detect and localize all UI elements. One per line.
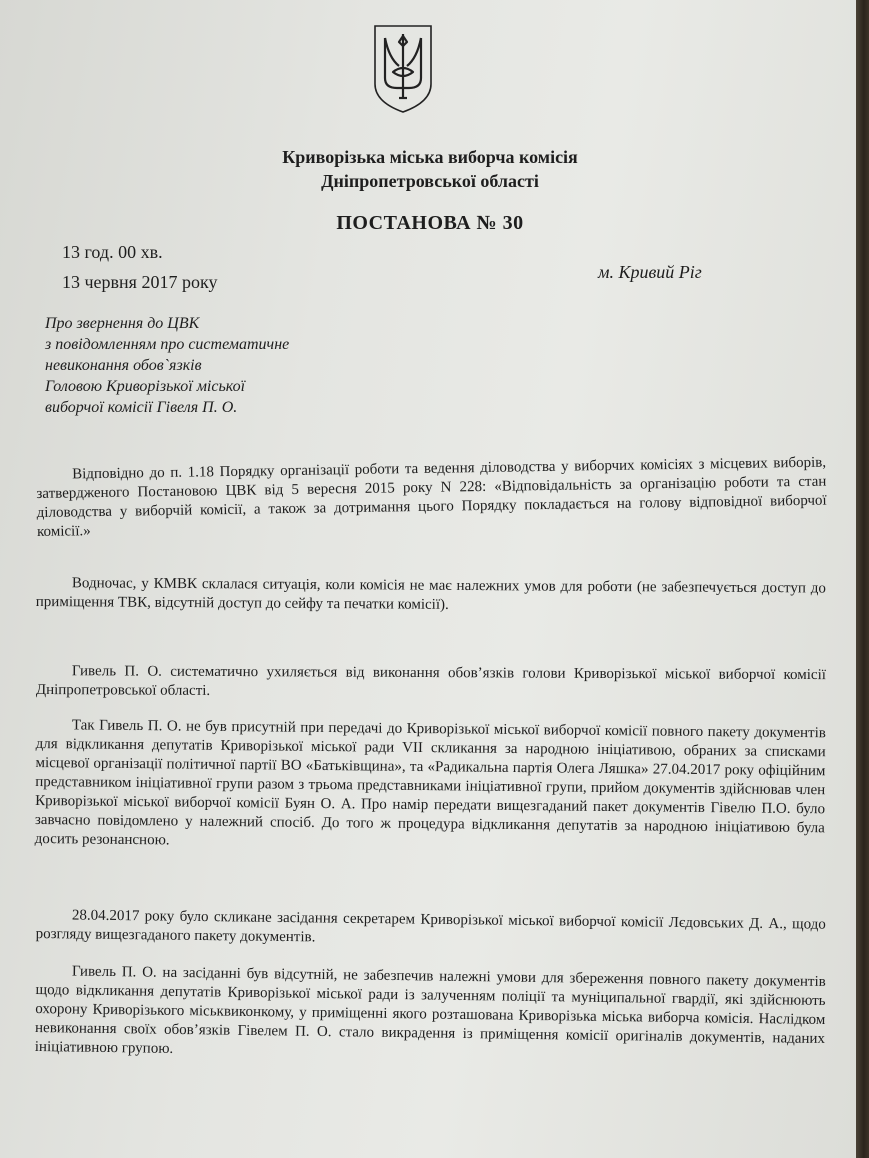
body-paragraph-3: Гивель П. О. систематично ухиляється від виконання обов’язків голови Криворізької міської виборчої комісії Дніпропетровської області.: [35, 663, 826, 699]
table-edge: [856, 0, 869, 1158]
document-title: ПОСТАНОВА № 30: [336, 212, 524, 234]
subject-line: з повідомленням про систематичне: [45, 336, 290, 353]
trident-coat-of-arms-icon: [371, 22, 435, 116]
body-paragraph-1: Відповідно до п. 1.18 Порядку організації роботи та ведення діловодства у виборчих комісіях з місцевих виборів, затвердженого Постановою ЦВК від 5 вересня 2015 року N 228: «Відповідальність за організацію роботи та стан діловодства у виборчій комісії, а також за дотримання цього Порядку покладається на голову відповідної виборчої комісії.»: [36, 454, 827, 540]
body-paragraph-4: Так Гивель П. О. не був присутній при передачі до Криворізької міської виборчої комісії повного пакету документів для відкликання депутатів Криворізької міської ради VII скликання за народною ініціативою, обраних за списками місцевої організації політичної партії ВО «Батьківщина», та «Радикальна партія Олега Ляшка» 27.04.2017 року офіційним представником ініціативної групи разом з трьома представниками ініціативної групи, прийом документів здійснював член Криворізької міської виборчої комісії Буян О. А. Про намір передати вищезгаданий пакет документів Гівелю П.О. було завчасно повідомлено у належний спосіб. До того ж процедура відкликання депутатів за народною ініціативою була досить резонансною.: [34, 717, 826, 849]
subject-line: виборчої комісії Гiвеля П. О.: [45, 399, 238, 416]
organization-name: Криворізька міська виборча комісія: [282, 147, 578, 167]
subject-line: Про звернення до ЦВК: [45, 315, 200, 332]
subject-line: Головою Криворізької міської: [45, 378, 246, 395]
document-city: м. Кривий Ріг: [598, 262, 702, 282]
body-paragraph-5: 28.04.2017 року було скликане засідання секретарем Криворізької міської виборчої комісії Лєдовських Д. А., щодо розгляду вищезгаданого пакету документів.: [35, 907, 826, 946]
body-paragraph-6: Гивель П. О. на засіданні був відсутній, не забезпечив належні умови для збереження повного пакету документів щодо відкликання депутатів Криворізької міської ради із залученням поліції та муніципальної гвардії, які здійснюють охорону Криворізького міськвиконкому, у приміщенні якого розташована Криворізька міська виборча комісія. Наслідком невиконання своїх обов’язків Гівелем П. О. стало викрадення із приміщення комісії оригіналів документів, наданих ініціативною групою.: [34, 963, 826, 1057]
subject-line: невиконання обов`язків: [45, 357, 202, 374]
organization-region: Дніпропетровської області: [321, 171, 539, 191]
body-paragraph-2: Водночас, у КМВК склалася ситуація, коли комісія не має належних умов для роботи (не забезпечується доступ до приміщення ТВК, відсутній доступ до сейфу та печатки комісії).: [35, 575, 826, 613]
document-subject: [45, 313, 345, 418]
document-time: 13 год. 00 хв.: [62, 242, 163, 262]
organization-header: [150, 145, 710, 193]
document-date: 13 червня 2017 року: [62, 272, 218, 292]
